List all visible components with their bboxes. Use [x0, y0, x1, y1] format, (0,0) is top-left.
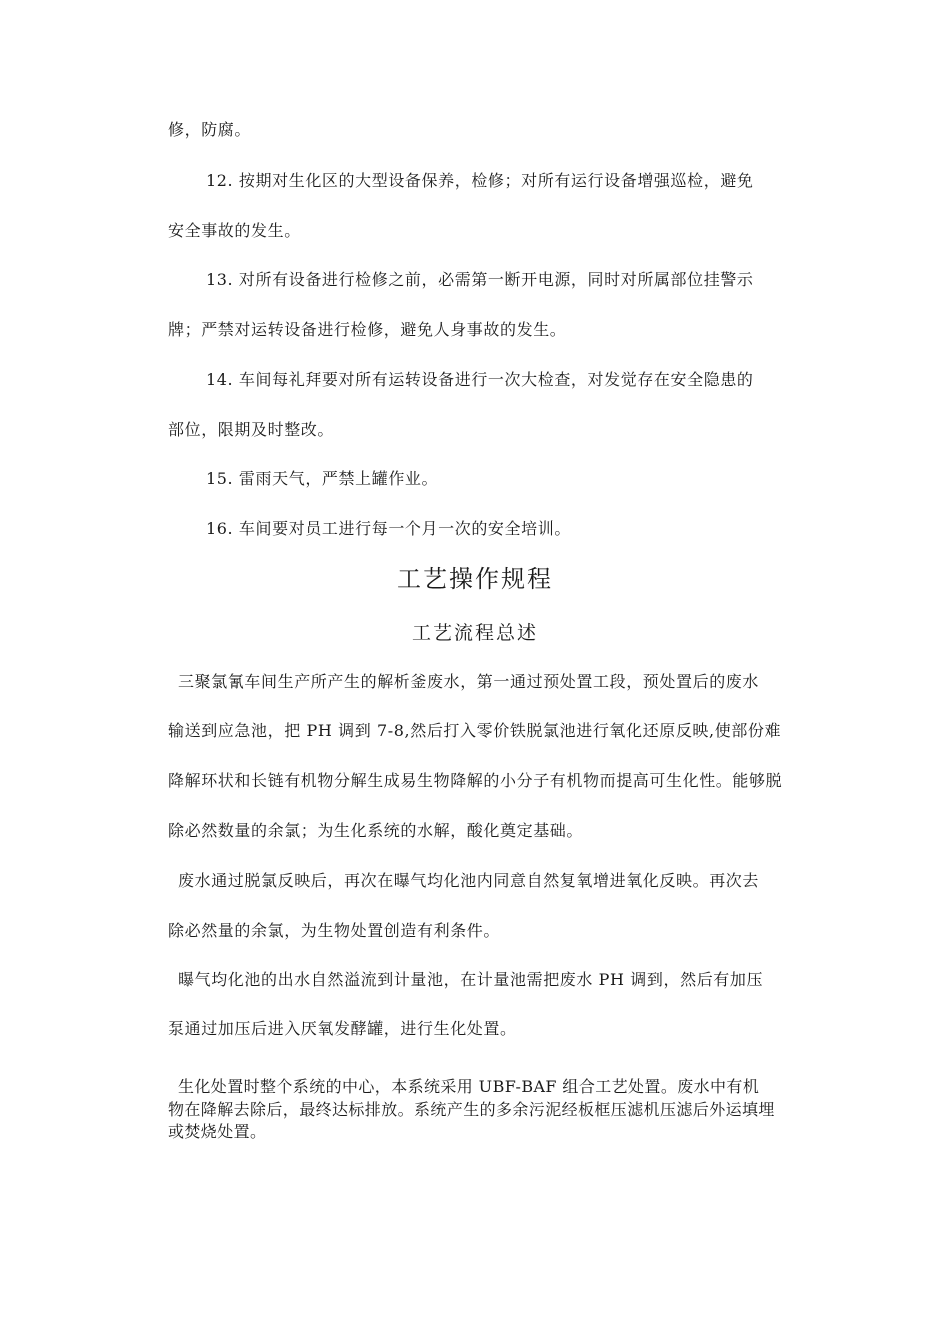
section-heading: 工艺操作规程	[397, 565, 553, 593]
paragraph-line: 三聚氯氰车间生产所产生的解析釜废水，第一通过预处置工段，预处置后的废水	[178, 672, 760, 691]
paragraph-line: 泵通过加压后进入厌氧发酵罐，进行生化处置。	[168, 1019, 517, 1038]
paragraph-line: 或焚烧处置。	[168, 1122, 267, 1141]
list-item-12: 12. 按期对生化区的大型设备保养，检修；对所有运行设备增强巡检，避免	[206, 171, 754, 190]
text-line: 安全事故的发生。	[168, 221, 301, 240]
paragraph-line: 曝气均化池的出水自然溢流到计量池，在计量池需把废水 PH 调到，然后有加压	[178, 970, 764, 989]
list-item-15: 15. 雷雨天气，严禁上罐作业。	[206, 469, 439, 488]
list-item-16: 16. 车间要对员工进行每一个月一次的安全培训。	[206, 519, 571, 538]
list-item-13: 13. 对所有设备进行检修之前，必需第一断开电源，同时对所属部位挂警示	[206, 270, 754, 289]
text-line: 牌；严禁对运转设备进行检修，避免人身事故的发生。	[168, 320, 567, 339]
paragraph-line: 降解环状和长链有机物分解生成易生物降解的小分子有机物而提高可生化性。能够脱	[168, 771, 783, 790]
paragraph-line: 物在降解去除后，最终达标排放。系统产生的多余污泥经板框压滤机压滤后外运填埋	[168, 1100, 775, 1119]
paragraph-line: 除必然数量的余氯；为生化系统的水解，酸化奠定基础。	[168, 821, 584, 840]
text-line: 部位，限期及时整改。	[168, 420, 335, 439]
paragraph-line: 生化处置时整个系统的中心，本系统采用 UBF-BAF 组合工艺处置。废水中有机	[178, 1077, 760, 1096]
paragraph-line: 输送到应急池，把 PH 调到 7-8,然后打入零价铁脱氯池进行氧化还原反映,使部份难	[168, 721, 782, 740]
paragraph-line: 除必然量的余氯，为生物处置创造有利条件。	[168, 921, 501, 940]
list-item-14: 14. 车间每礼拜要对所有运转设备进行一次大检查，对发觉存在安全隐患的	[206, 370, 754, 389]
text-line: 修，防腐。	[168, 120, 252, 139]
paragraph-line: 废水通过脱氯反映后，再次在曝气均化池内同意自然复氧增进氧化反映。再次去	[178, 871, 760, 890]
subsection-heading: 工艺流程总述	[411, 622, 538, 644]
